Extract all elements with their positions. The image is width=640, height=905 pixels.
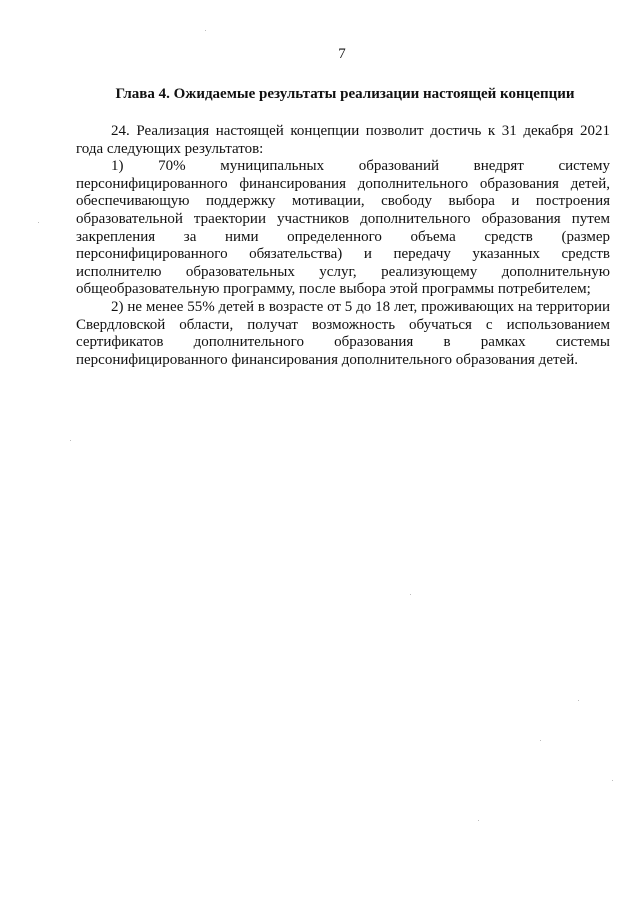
scan-speck [410,594,411,595]
body-text [76,123,610,369]
scan-speck [38,222,39,223]
scan-speck [578,700,579,701]
scan-speck [612,780,613,781]
scan-speck [478,820,479,821]
scan-speck [540,740,541,741]
scan-speck [205,30,206,31]
chapter-title: Глава 4. Ожидаемые результаты реализации настоящей концепции [115,86,575,102]
scan-speck [70,440,71,441]
page-number: 7 [338,46,346,62]
paragraph-24: 24. Реализация настоящей концепции позволит достичь к 31 декабря 2021 года следующих результатов: [76,123,610,157]
paragraph-item-2: 2) не менее 55% детей в возрасте от 5 до 18 лет, проживающих на территории Свердловской области, получат возможность обучаться с использованием сертификатов дополнительного образования в рамках системы персонифицированного финансирования дополнительного образования детей. [76,298,610,368]
paragraph-item-1: 1) 70% муниципальных образований внедрят систему персонифицированного финансирования дополнительного образования детей, обеспечивающую поддержку мотивации, свободу выбора и построения образовательной траектории участников дополнительного образования путем закрепления за ними определенного объема средств (размер персонифицированного обязательства) и передачу указанных средств исполнителю образовательных услуг, реализующему дополнительную общеобразовательную программу, после выбора этой программы потребителем; [76,158,610,298]
